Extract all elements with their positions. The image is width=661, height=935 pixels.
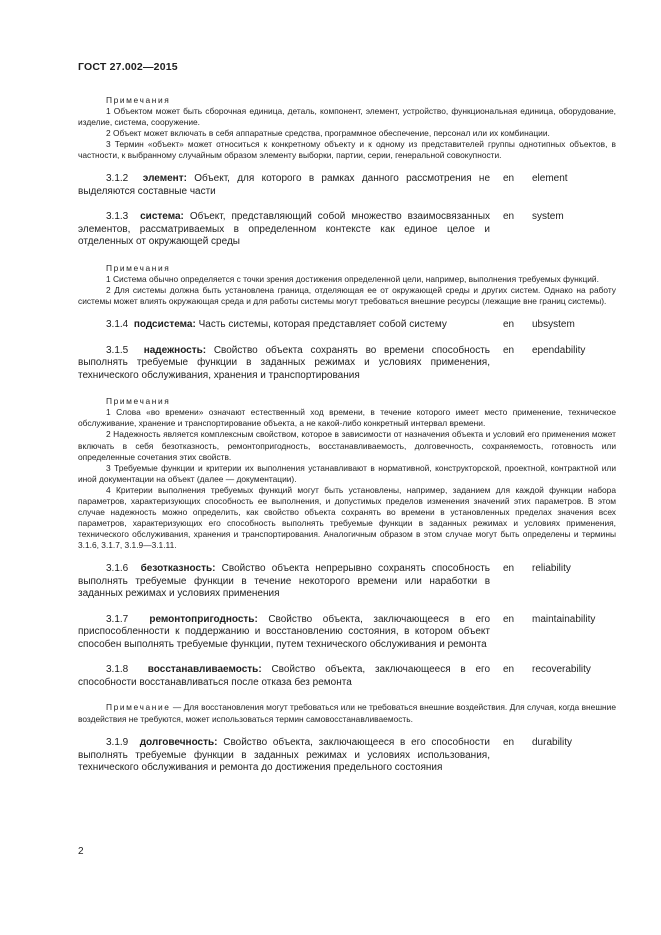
notes-block-object xyxy=(78,94,616,161)
term-english: en reliability xyxy=(503,563,571,575)
document-header: ГОСТ 27.002—2015 xyxy=(78,61,178,73)
term-3-1-3 xyxy=(78,211,616,249)
term-3-1-6 xyxy=(78,563,616,601)
term-english: en element xyxy=(503,173,568,185)
notes-title: Примечания xyxy=(106,262,171,273)
term-english: en system xyxy=(503,211,564,223)
notes-title: Примечания xyxy=(106,396,171,407)
term-definition: 3.1.9 долговечность: Свойство объекта, заключающееся в его способности выполнять требуемые функции в заданных режимах и условиях использования, технического обслуживания и ремонта до достижения предельного состояния xyxy=(78,737,491,774)
note-item: 3 Требуемые функции и критерии их выполнения устанавливают в нормативной, конструкторской, проектной, контрактной или иной документации на объект (далее — документации). xyxy=(78,462,616,484)
notes-title: Примечания xyxy=(106,95,171,105)
term-3-1-4 xyxy=(78,319,616,332)
note-item: 2 Объект может включать в себя аппаратные средства, программное обеспечение, персонал или их комбинации. xyxy=(106,128,550,139)
term-definition: 3.1.6 безотказность: Свойство объекта непрерывно сохранять способность выполнять требуемые функции в течение некоторого времени или наработки в заданных режимах и условиях применения xyxy=(78,563,491,600)
term-name: долговечность: xyxy=(139,737,218,749)
term-definition: 3.1.2 элемент: Объект, для которого в рамках данного рассмотрения не выделяются составные части xyxy=(78,173,491,197)
term-definition: 3.1.3 система: Объект, представляющий собой множество взаимосвязанных элементов, рассматриваемых в определенном контексте как единое целое и отделенных от окружающей среды xyxy=(78,211,491,248)
term-3-1-7 xyxy=(78,614,616,652)
term-name: подсистема: xyxy=(133,319,196,331)
note-item: 1 Система обычно определяется с точки зрения достижения определенной цели, например, выполнения требуемых функций. xyxy=(106,273,599,284)
term-name: система: xyxy=(140,211,184,223)
page-number: 2 xyxy=(78,846,84,857)
note-item: 2 Надежность является комплексным свойством, которое в зависимости от назначения объекта и условий его применения может включать в себя безотказность, ремонтопригодность, восстанавливаемость, долговечность, сохраняемость, готовность или определенные сочетания этих свойств. xyxy=(78,429,616,462)
note-label: Примечание xyxy=(106,702,171,713)
term-3-1-2 xyxy=(78,173,616,198)
term-3-1-8 xyxy=(78,664,616,689)
term-name: надежность: xyxy=(143,344,207,356)
term-name: элемент: xyxy=(142,173,187,185)
note-item: 1 Объектом может быть сборочная единица, деталь, компонент, элемент, устройство, функциональная единица, оборудование, изделие, система, сооружение. xyxy=(78,106,616,128)
term-english: en durability xyxy=(503,737,573,749)
term-3-1-9 xyxy=(78,737,616,775)
notes-block-dependability xyxy=(78,395,616,551)
term-definition: 3.1.8 восстанавливаемость: Свойство объекта, заключающееся в его способности восстанавливаться после отказа без ремонта xyxy=(78,664,490,688)
note-item: 2 Для системы должна быть установлена граница, отделяющая ее от окружающей среды и других систем. Однако на работу системы может влиять окружающая среда и для работы системы могут требоваться внешние ресурсы (лежащие вне границ системы). xyxy=(78,285,616,307)
term-english: en recoverability xyxy=(503,664,591,676)
term-english: en ependability xyxy=(503,344,586,356)
term-definition: 3.1.5 надежность: Свойство объекта сохранять во времени способность выполнять требуемые функции в заданных режимах и условиях применения, технического обслуживания, хранения и транспортирования xyxy=(78,344,490,381)
term-definition: 3.1.7 ремонтопригодность: Свойство объекта, заключающееся в его приспособленности к поддержанию и восстановлению состояния, в котором объект способен выполнять требуемые функции, путем технического обслуживания и ремонта xyxy=(78,613,491,650)
note-item: 3 Термин «объект» может относиться к конкретному объекту и к одному из представителей группы однотипных объектов, в частности, к выбранному случайным образом элементу выборки, партии, серии, генеральной совокупности. xyxy=(78,139,616,161)
term-name: безотказность: xyxy=(140,563,216,575)
term-english: en maintainability xyxy=(503,613,596,625)
term-name: восстанавливаемость: xyxy=(147,664,262,676)
page-content xyxy=(78,94,616,788)
note-item: 1 Слова «во времени» означают естественный ход времени, в течение которого имеет место применение, техническое обслуживание, хранение и транспортирование объекта, а не какой-либо конкретный интервал времени. xyxy=(78,407,616,429)
notes-block-system xyxy=(78,262,616,307)
term-3-1-5 xyxy=(78,345,616,383)
note-recoverability: Примечание — Для восстановления могут требоваться или не требоваться внешние воздействия. Для случая, когда внешние воздействия не требуются, может использоваться термин самовосстанавливаемость. xyxy=(78,702,617,724)
term-name: ремонтопригодность: xyxy=(149,613,258,625)
note-item: 4 Критерии выполнения требуемых функций могут быть установлены, например, заданием для каждой функции набора параметров, характеризующих способность ее выполнения, и допустимых пределов изменения значений этих параметров. В этом случае надежность можно определить, как свойство объекта сохранять во времени в установленных пределах значения всех параметров, характеризующих его способность выполнять требуемые функции в заданных режимах и условиях применения, технического обслуживания, хранения и транспортирования. Аналогичным образом в этом случае могут быть определены и термины 3.1.6, 3.1.7, 3.1.9—3.1.11. xyxy=(78,484,616,551)
term-definition: 3.1.4 подсистема: Часть системы, которая представляет собой систему xyxy=(106,319,447,331)
term-english: en ubsystem xyxy=(503,319,575,331)
